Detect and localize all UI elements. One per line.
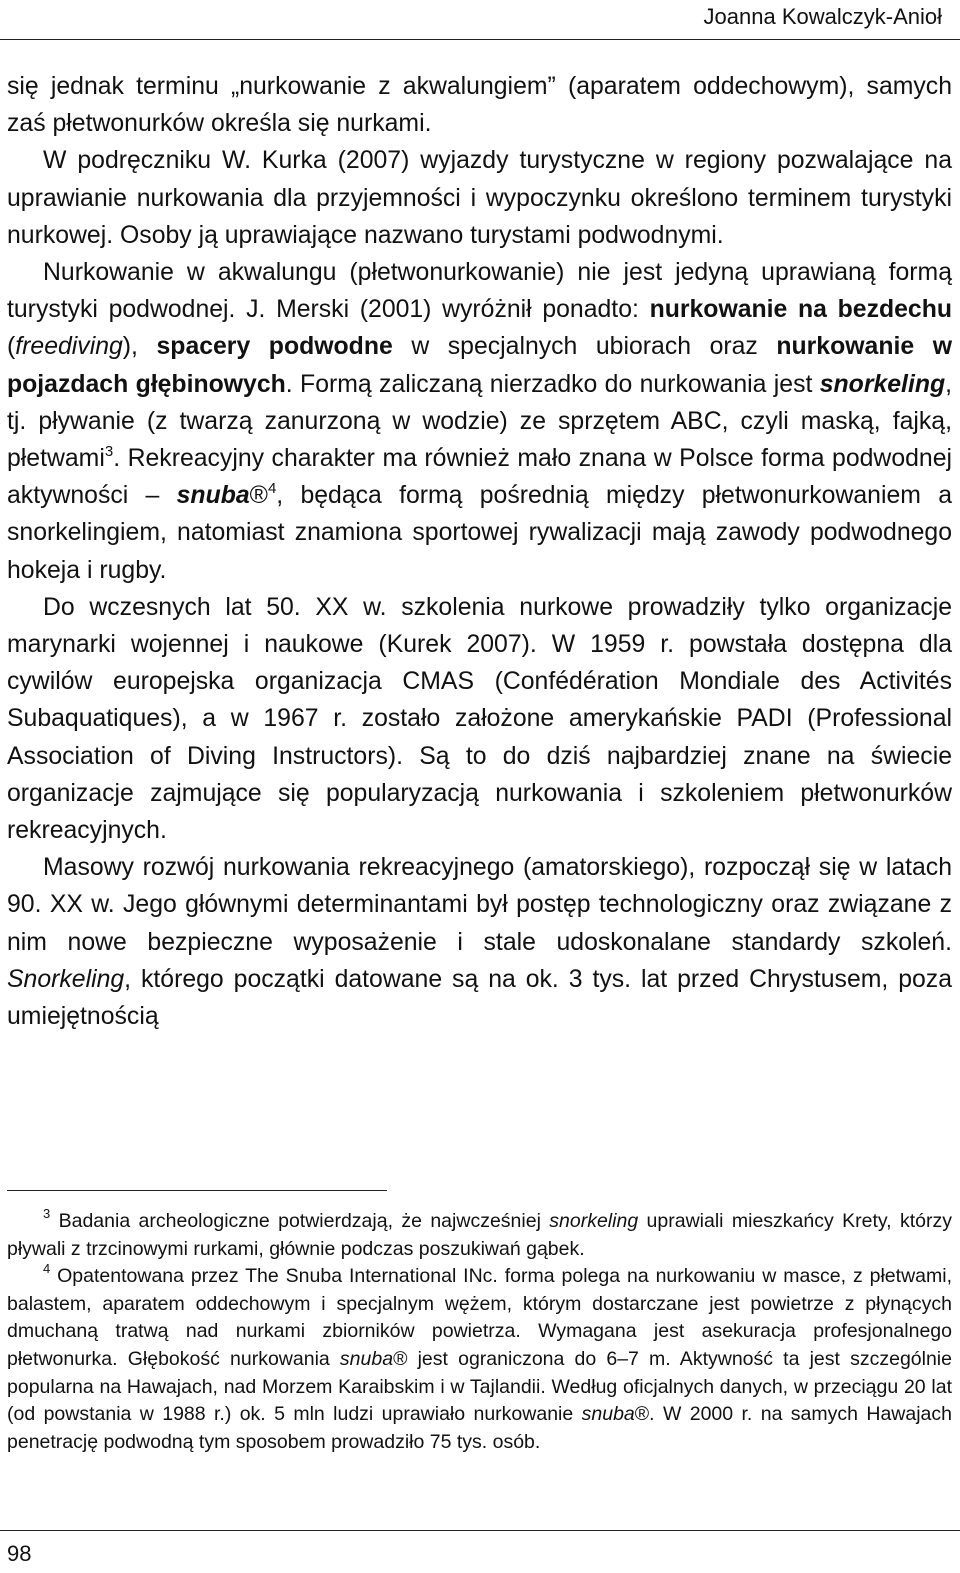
footnotes [7, 1208, 952, 1456]
footnote-3-number: 3 [43, 1206, 51, 1221]
footnote-ref-3[interactable]: 3 [104, 443, 114, 461]
fn4-term-2: snuba [581, 1403, 635, 1426]
fn4-reg-2: ® [634, 1403, 650, 1426]
fn4-reg-1: ® [393, 1347, 408, 1370]
p3-text-6: , tj. pływanie (z twarzą zanurzoną w wodzie) ze sprzętem ABC, czyli maską, fajką, płetwami [7, 370, 953, 473]
fn4-text-1: Opatentowana przez The Snuba International INc. forma polega na nurkowaniu w masce, z płetwami, balastem, aparatem oddechowym i specjalnym wężem, którym dostarczane jest powietrze z płynących dmuchaną tratwą nad nurkami zbiorników powietrza. Wymagana jest asekuracja profesjonalnego płetwonurka. Głębokość nurkowania [7, 1265, 952, 1370]
term-snorkeling-2: Snorkeling [7, 965, 125, 993]
p3-text-5: . Formą zaliczaną nierzadko do nurkowania jest [285, 370, 820, 398]
fn4-term-1: snuba [339, 1347, 394, 1370]
paragraph-3 [7, 254, 952, 589]
main-text [7, 68, 952, 1035]
term-underwater-walks: spacery podwodne [156, 333, 393, 361]
paragraph-2: W podręczniku W. Kurka (2007) wyjazdy turystyczne w regiony pozwalające na uprawianie nurkowania dla przyjemności i wypoczynku określono terminem turystyki nurkowej. Osoby ją uprawiające nazwano turystami podwodnymi. [7, 147, 952, 249]
p3-text-3: ), [122, 333, 157, 361]
fn4-text-3: . W 2000 r. na samych Hawajach penetrację podwodną tym sposobem prowadziło 75 tys. osób. [7, 1403, 952, 1453]
page-number: 98 [7, 1541, 32, 1566]
term-snuba: snuba [176, 482, 250, 510]
p3-text-1: Nurkowanie w akwalungu (płetwonurkowanie) nie jest jedyną uprawianą formą turystyki podwodnej. J. Merski (2001) wyróżnił ponadto: [7, 259, 952, 324]
p3-text-8: , będąca formą pośrednią między płetwonurkowaniem a snorkelingiem, natomiast znamiona sportowej rywalizacji mają zawody podwodnego hokeja i rugby. [7, 482, 952, 584]
paragraph-4: Do wczesnych lat 50. XX w. szkolenia nurkowe prowadziły tylko organizacje marynarki wojennej i naukowe (Kurek 2007). W 1959 r. powstała dostępna dla cywilów europejska organizacja CMAS (Confédération Mondiale des Activités Subaquatiques), a w 1967 r. zostało założone amerykańskie PADI (Professional Association of Diving Instructors). Są to do dziś najbardziej znane na świecie organizacje zajmujące się popularyzacją nurkowania i szkoleniem płetwonurków rekreacyjnych. [7, 593, 952, 845]
paragraph-5 [7, 849, 952, 1035]
fn3-text-1: Badania archeologiczne potwierdzają, że najwcześniej [50, 1210, 550, 1232]
footer-rule [0, 1530, 960, 1531]
footnote-3 [7, 1208, 952, 1263]
fn4-text-2: jest ograniczona do 6–7 m. Aktywność ta jest szczególnie popularna na Hawajach, nad Morzem Karaibskim i w Tajlandii. Według oficjalnych danych, w przeciągu 20 lat (od powstania w 1988 r.) ok. 5 mln ludzi uprawiało nurkowanie [7, 1347, 952, 1426]
p3-text-7: . Rekreacyjny charakter ma również mało znana w Polsce forma podwodnej aktywności – [7, 445, 952, 510]
fn3-term: snorkeling [549, 1210, 639, 1232]
p3-text-2: ( [7, 333, 16, 361]
header-author: Joanna Kowalczyk-Anioł [703, 4, 942, 29]
term-freediving-en: freediving [15, 333, 123, 361]
running-header [0, 0, 960, 40]
footnote-ref-4[interactable]: 4 [267, 480, 277, 498]
p3-text-4: w specjalnych ubiorach oraz [392, 333, 777, 361]
footnote-4 [7, 1263, 952, 1456]
p5-text-1: Masowy rozwój nurkowania rekreacyjnego (amatorskiego), rozpoczął się w latach 90. XX w. Jego głównymi determinantami był postęp technologiczny oraz związane z nim nowe bezpieczne wyposażenie i stale udoskonalane standardy szkoleń. [7, 854, 952, 956]
footnote-separator [7, 1190, 387, 1191]
paragraph-1: się jednak terminu „nurkowanie z akwalungiem” (aparatem oddechowym), samych zaś płetwonurków określa się nurkami. [7, 73, 952, 138]
registered-mark: ® [249, 482, 268, 510]
p5-text-2: , którego początki datowane są na ok. 3 tys. lat przed Chrystusem, poza umiejętnością [7, 965, 952, 1031]
fn3-text-2: uprawiali mieszkańcy Krety, którzy pływali z trzcinowymi rurkami, głównie podczas poszukiwań gąbek. [7, 1210, 952, 1260]
term-freediving: nurkowanie na bezdechu [649, 296, 952, 324]
footnote-4-number: 4 [43, 1261, 51, 1277]
term-snorkeling: snorkeling [819, 370, 946, 398]
term-submersibles: nurkowanie w pojazdach głębinowych [7, 333, 952, 398]
